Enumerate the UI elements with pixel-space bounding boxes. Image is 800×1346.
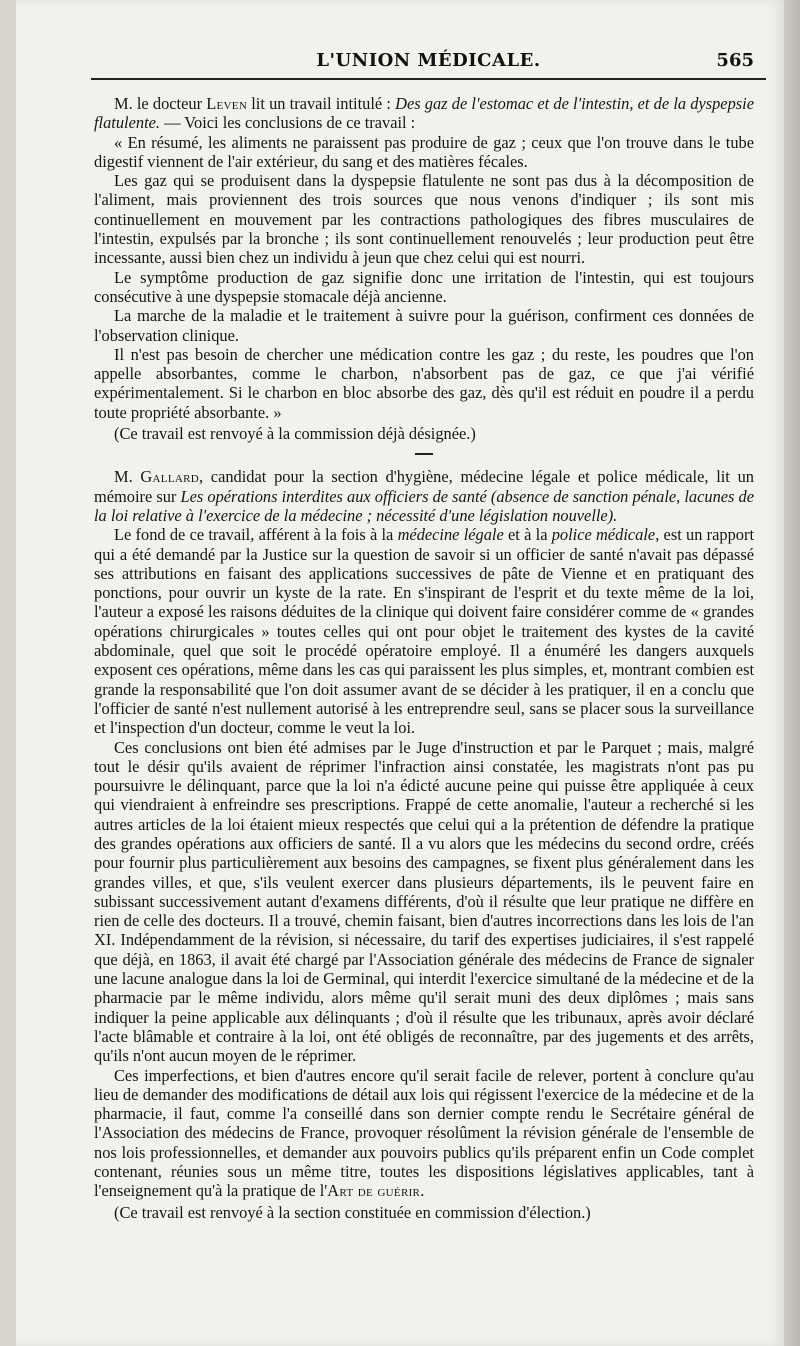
leven-conclusion-2: Les gaz qui se produisent dans la dyspepsie flatulente ne sont pas dus à la décomposition de l'aliment, mais proviennent des trois sources que nous venons d'indiquer ; ils sont mis continuellement en mouvement par les contractions pathologiques des fibres musculaires de l'intestin, expulsés par la bronche ; ils sont continuellement renouvelés ; leur production peut être incessante, aussi bien chez un individu à jeun que chez celui qui est nourri.: [94, 171, 754, 268]
leven-work-title: Des gaz de l'estomac et de l'intestin, et de la dyspepsie flatulente.: [94, 94, 754, 133]
gallard-p4-text-a: Ces imperfections, et bien d'autres encore qu'il serait facile de relever, portent à conclure qu'au lieu de demander des modifications de détail aux lois qui régissent l'exercice de la médecine et de la pharmacie, il faut, comme l'a conseillé dans son dernier compte rendu le Secrétaire général de l'Association des médecins de France, provoquer résolûment la révision générale de l'ensemble de nos lois professionnelles, et demander aux pouvoirs publics qu'ils préparent enfin un Code complet contenant, réunies sous un même titre, toutes les dispositions législatives applicables, tant à l'enseignement qu'à la pratique de l': [94, 1065, 754, 1201]
gallard-intro-mid: , candidat pour la section d'hygiène, médecine légale et police médicale, lit un mémoire sur: [94, 467, 754, 506]
gallard-p2-text-e: , est un rapport qui a été demandé par la Justice sur la question de savoir si un officier de santé n'avait pas dépassé ses attributions en faisant des applications successives de pâte de Vienne et en pratiquant des ponctions, pour ouvrir un kyste de la rate. En s'inspirant de l'esprit et du texte même de la loi, l'auteur a exposé les raisons déduites de la clinique qui doivent faire considérer comme de « grandes opérations chirurgicales » toutes celles qui ont pour objet le traitement des kystes de la cavité abdominale, quel que soit le procédé opératoire employé. Il a énuméré les dangers auxquels exposent ces opérations, même dans les cas qui paraissent les plus simples, et, montrant combien est grande la responsabilité que l'on doit assumer avant de se décider à les pratiquer, il en a conclu que l'officier de santé n'est nullement autorisé à les entreprendre seul, sans se placer sous la surveillance et l'inspection d'un docteur, comme le veut la loi.: [94, 525, 754, 738]
leven-intro-paragraph: [94, 94, 754, 133]
term-art-de-guerir: Art de guérir: [327, 1181, 421, 1201]
page-header: [91, 48, 766, 80]
leven-conclusion-4: La marche de la maladie et le traitement à suivre pour la guérison, confirment ces données de l'observation clinique.: [94, 306, 754, 345]
term-police-medicale: police médicale: [551, 525, 656, 545]
gallard-p2-text-c: et à la: [503, 525, 552, 545]
gallard-paragraph-2: [94, 525, 754, 737]
author-name-leven: Leven: [206, 94, 248, 113]
book-page: [16, 0, 784, 1346]
gallard-intro-prefix: M.: [114, 467, 141, 487]
leven-intro-suffix: — Voici les conclusions de ce travail :: [160, 113, 416, 133]
leven-intro-mid: lit un travail intitulé :: [247, 94, 396, 113]
section-separator: [415, 453, 433, 455]
page-number: 565: [716, 50, 754, 71]
gallard-intro-paragraph: [94, 467, 754, 525]
gallard-paragraph-4: [94, 1066, 754, 1201]
gallard-p2-text-a: Le fond de ce travail, afférent à la fois à la: [114, 525, 398, 545]
leven-intro-prefix: M. le docteur: [114, 94, 207, 113]
leven-conclusion-5: Il n'est pas besoin de chercher une médication contre les gaz ; du reste, les poudres que l'on appelle absorbantes, comme le charbon, n'absorbent pas de gaz, ce que j'ai vérifié expérimentalement. Si le charbon en bloc absorbe des gaz, dès qu'il est réduit en poudre il a perdu toute propriété absorbante. »: [94, 344, 754, 422]
article-body: [94, 94, 754, 1222]
leven-conclusion-1: « En résumé, les aliments ne paraissent pas produire de gaz ; ceux que l'on trouve dans le tube digestif viennent de l'air extérieur, du sang et des matières fécales.: [94, 132, 754, 171]
leven-referral-note: (Ce travail est renvoyé à la commission déjà désignée.): [114, 424, 476, 444]
running-title: L'UNION MÉDICALE.: [316, 50, 541, 71]
gallard-paragraph-3: Ces conclusions ont bien été admises par le Juge d'instruction et par le Parquet ; mais, malgré tout le désir qu'ils avaient de réprimer l'infraction ainsi constatée, les magistrats n'ont pas pu poursuivre le délinquant, parce que la loi n'a édicté aucune peine qui puisse être appliquée à ceux qui viendraient à enfreindre ses prescriptions. Frappé de cette anomalie, l'auteur a recherché si les autres articles de la loi étaient mieux respectés que celui qui a la prétention de défendre la pratique des grandes opérations aux officiers de santé. Il a vu alors que les médecins du second ordre, créés pour fournir plus particulièrement aux besoins des campagnes, se fixent plus généralement dans les grandes villes, et que, s'ils veulent exercer dans plusieurs départements, ils le peuvent faire en subissant successivement autant d'examens différents, d'où il résulte que leur pratique ne diffère en rien de celle des docteurs. Il a trouvé, chemin faisant, bien d'autres incorrections dans les lois de l'an XI. Indépendamment de la révision, si nécessaire, du tarif des expertises judiciaires, il s'est rappelé que déjà, en 1863, il avait été chargé par l'Association générale des médecins de France de signaler une lacune analogue dans la loi de Germinal, qui interdit l'exercice simultané de la médecine et de la pharmacie par le même individu, alors même qu'il serait muni des deux diplômes ; mais sans indiquer la peine applicable aux délinquants ; d'où il résulte que les tribunaux, après avoir déclaré l'acte blâmable et contraire à la loi, ont été obligés de reconnaître, par des jugements et des arrêts, qu'ils n'ont aucun moyen de le réprimer.: [94, 737, 754, 1066]
term-medecine-legale: médecine légale: [397, 525, 504, 545]
author-name-gallard: Gallard: [140, 467, 199, 487]
gallard-p4-text-c: .: [420, 1181, 425, 1201]
leven-conclusion-3: Le symptôme production de gaz signifie donc une irritation de l'intestin, qui est toujours consécutive à une dyspepsie stomacale déjà ancienne.: [94, 267, 754, 306]
gallard-work-title: Les opérations interdites aux officiers de santé (absence de sanction pénale, lacunes de la loi relative à l'exercice de la médecine ; nécessité d'une législation nouvelle).: [94, 486, 754, 525]
gallard-referral-note: (Ce travail est renvoyé à la section constituée en commission d'élection.): [114, 1202, 591, 1222]
